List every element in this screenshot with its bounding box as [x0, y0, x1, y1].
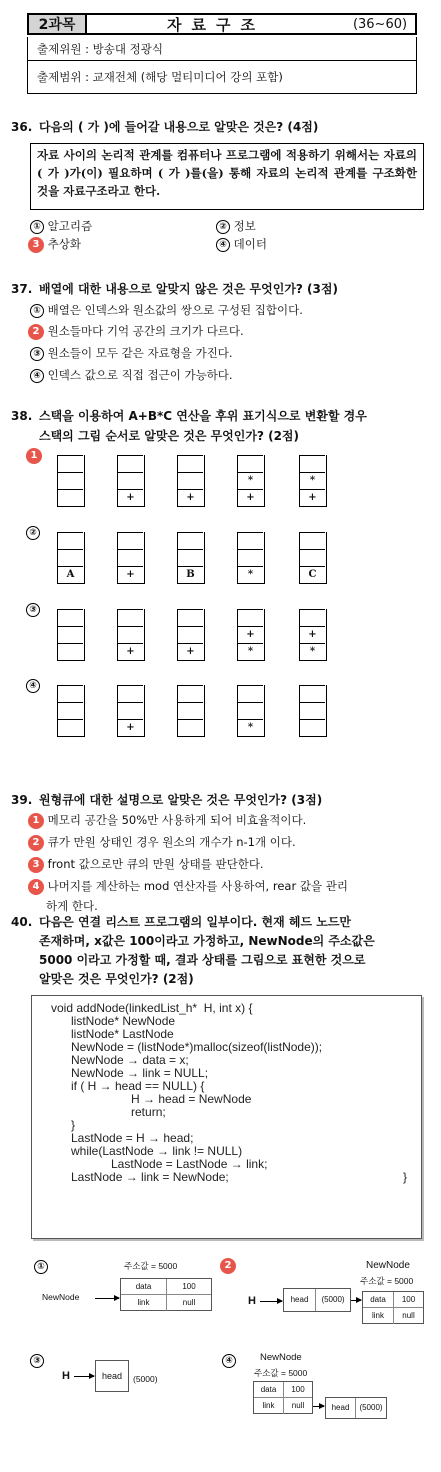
addr-label: 주소값 = 5000	[124, 1261, 178, 1271]
q38-option-2[interactable]: ②	[26, 524, 40, 540]
stack-cell: *	[238, 472, 263, 489]
stack-cell	[58, 532, 83, 549]
code-line: }	[51, 1118, 76, 1132]
stack-cell	[118, 626, 143, 643]
q39-option-1[interactable]: 1 메모리 공간을 50%만 사용하게 되어 비효율적이다.	[28, 812, 306, 829]
arrow-icon	[74, 1376, 94, 1377]
stack-cell: +	[238, 626, 263, 643]
stack-cell	[58, 719, 83, 736]
stack-cell	[58, 549, 83, 566]
q40-stem-line4: 알맞은 것은 무엇인가? (2점)	[39, 972, 194, 986]
newnode-label: NewNode	[366, 1260, 410, 1271]
q40-stem-line2: 존재하며, x값은 100이라고 가정하고, NewNode의 주소값은	[39, 934, 375, 948]
stack-cell	[58, 489, 83, 506]
stack-diagram	[299, 609, 327, 661]
stack-cell	[58, 643, 83, 660]
stack-cell: +	[238, 489, 263, 506]
q39-option-2[interactable]: 2 큐가 만원 상태인 경우 원소의 개수가 n-1개 이다.	[28, 834, 296, 851]
stack-cell	[58, 472, 83, 489]
scope-line: 출제범위 : 교재전체 (해당 멀티미디어 강의 포함)	[27, 61, 417, 94]
stack-diagram	[177, 609, 205, 661]
stack-cell	[58, 685, 83, 702]
q36-option-3[interactable]: 3 추상화	[28, 236, 81, 253]
q39-option-4-cont: 하게 한다.	[46, 899, 98, 913]
stack-cell	[178, 702, 203, 719]
stack-cell: +	[118, 489, 143, 506]
stack-diagram	[177, 532, 205, 584]
stack-diagram	[117, 532, 145, 584]
addr-label: 주소값 = 5000	[254, 1368, 308, 1378]
code-line: return;	[51, 1105, 166, 1119]
selected-marker: 2	[28, 324, 44, 340]
q40-option-2-marker[interactable]: 2	[220, 1257, 236, 1274]
stack-cell	[118, 549, 143, 566]
q37-option-2[interactable]: 2 원소들마다 기억 공간의 크기가 다르다.	[28, 323, 244, 340]
stack-cell	[118, 532, 143, 549]
stack-diagram	[57, 532, 85, 584]
stack-cell	[178, 455, 203, 472]
code-line: if ( H → head == NULL) {	[51, 1079, 205, 1093]
stack-cell	[238, 532, 263, 549]
arrow-icon	[351, 1300, 361, 1301]
head-node: head	[95, 1360, 129, 1392]
stack-cell	[58, 702, 83, 719]
stack-cell	[238, 702, 263, 719]
stack-diagram	[117, 685, 145, 737]
stack-cell: +	[118, 566, 143, 583]
q37-option-4[interactable]: ④ 인덱스 값으로 직접 접근이 가능하다.	[30, 367, 233, 383]
stack-cell	[178, 719, 203, 736]
stack-cell	[58, 455, 83, 472]
stack-cell: +	[300, 489, 325, 506]
arrow-icon	[313, 1406, 324, 1407]
q39-option-4[interactable]: 4 나머지를 계산하는 mod 연산자를 사용하여, rear 값을 관리	[28, 878, 348, 895]
node-box: data 100 link null	[362, 1291, 424, 1324]
stack-cell	[58, 626, 83, 643]
stack-cell	[300, 685, 325, 702]
stack-cell	[300, 549, 325, 566]
stack-cell: *	[238, 719, 263, 736]
stack-cell: A	[58, 566, 83, 583]
stack-diagram	[117, 455, 145, 507]
code-line: NewNode → data = x;	[51, 1053, 189, 1067]
q36-option-2[interactable]: ② 정보	[216, 218, 256, 234]
code-line: listNode* NewNode	[51, 1014, 176, 1028]
stack-diagram	[299, 455, 327, 507]
stack-cell	[238, 549, 263, 566]
stack-cell: +	[178, 643, 203, 660]
newnode-label: NewNode	[42, 1292, 80, 1302]
stack-cell: +	[118, 719, 143, 736]
address-value: (5000)	[133, 1374, 158, 1384]
stack-cell: *	[238, 566, 263, 583]
stack-cell	[238, 685, 263, 702]
code-line: void addNode(linkedList_h* H, int x) {	[51, 1001, 253, 1015]
stack-diagram	[299, 685, 327, 737]
stack-cell	[178, 549, 203, 566]
q40-stem-line1: 40. 다음은 연결 리스트 프로그램의 일부이다. 현재 헤드 노드만	[11, 915, 352, 929]
stack-cell	[300, 702, 325, 719]
q36-option-1[interactable]: ① 알고리즘	[30, 218, 92, 234]
stack-cell	[300, 532, 325, 549]
node-box: data 100 link null	[120, 1278, 212, 1311]
code-line: while(LastNode → link != NULL)	[51, 1144, 243, 1158]
stack-cell	[238, 609, 263, 626]
exam-header	[27, 13, 417, 35]
q38-option-1[interactable]: 1	[26, 447, 42, 464]
q37-stem: 37. 배열에 대한 내용으로 알맞지 않은 것은 무엇인가? (3점)	[11, 282, 338, 296]
stack-cell	[58, 609, 83, 626]
arrow-icon	[95, 1298, 119, 1299]
q36-stem: 36. 다음의 ( 가 )에 들어갈 내용으로 알맞은 것은? (4점)	[11, 120, 319, 134]
selected-marker: 3	[28, 237, 44, 253]
q40-stem-line3: 5000 이라고 가정할 때, 결과 상태를 그림으로 표현한 것으로	[39, 953, 366, 967]
q38-stem-line2: 스택의 그림 순서로 알맞은 것은 무엇인가? (2점)	[39, 429, 300, 443]
code-line: }	[402, 1170, 407, 1184]
stack-diagram	[177, 455, 205, 507]
q40-option-4-marker[interactable]: ④	[222, 1352, 236, 1368]
stack-cell	[118, 609, 143, 626]
stack-cell	[118, 685, 143, 702]
code-line: LastNode = LastNode → link;	[51, 1157, 268, 1171]
q39-stem: 39. 원형큐에 대한 설명으로 알맞은 것은 무엇인가? (3점)	[11, 793, 323, 807]
q39-option-3[interactable]: 3 front 값으로만 큐의 만원 상태를 판단한다.	[28, 856, 264, 873]
stack-cell	[300, 719, 325, 736]
head-node: head (5000)	[283, 1288, 351, 1312]
stack-cell	[118, 702, 143, 719]
q40-option-3-marker[interactable]: ③	[30, 1352, 44, 1368]
stack-cell: *	[300, 643, 325, 660]
q40-code-block	[31, 995, 422, 1239]
stack-cell	[300, 455, 325, 472]
stack-cell: +	[118, 643, 143, 660]
q36-option-4[interactable]: ④ 데이터	[216, 236, 267, 252]
stack-cell	[178, 532, 203, 549]
stack-cell	[178, 472, 203, 489]
stack-diagram	[237, 455, 265, 507]
code-line: LastNode = H → head;	[51, 1131, 194, 1145]
stack-cell: B	[178, 566, 203, 583]
q38-option-4[interactable]: ④	[26, 677, 40, 693]
code-line: NewNode → link = NULL;	[51, 1066, 209, 1080]
code-line: LastNode → link = NewNode;	[51, 1170, 229, 1184]
stack-cell: *	[238, 643, 263, 660]
author-line: 출제위원 : 방송대 정광식	[27, 37, 417, 61]
stack-diagram	[57, 685, 85, 737]
stack-cell: C	[300, 566, 325, 583]
subject-label: 2과목	[29, 15, 87, 33]
node-box: data 100 link null	[253, 1381, 313, 1414]
newnode-label: NewNode	[260, 1352, 302, 1363]
stack-diagram	[57, 609, 85, 661]
stack-cell	[178, 626, 203, 643]
h-label: H	[248, 1295, 256, 1307]
q38-stem-line1: 38. 스택을 이용하여 A+B*C 연산을 후위 표기식으로 변환할 경우	[11, 409, 367, 423]
stack-diagram	[57, 455, 85, 507]
question-range: (36~60)	[352, 16, 408, 32]
stack-diagram	[237, 532, 265, 584]
stack-cell	[300, 609, 325, 626]
stack-cell	[178, 685, 203, 702]
code-line: listNode* LastNode	[51, 1027, 174, 1041]
arrow-icon	[260, 1301, 282, 1302]
code-line: NewNode = (listNode*)malloc(sizeof(listNode));	[51, 1040, 323, 1054]
h-label: H	[62, 1370, 70, 1382]
stack-diagram	[237, 609, 265, 661]
stack-cell	[118, 455, 143, 472]
subject-title: 자료구조	[167, 15, 265, 34]
code-line: H → head = NewNode	[51, 1092, 252, 1106]
stack-diagram	[299, 532, 327, 584]
stack-cell	[178, 609, 203, 626]
q40-option-1-marker[interactable]: ①	[34, 1258, 48, 1274]
stack-diagram	[177, 685, 205, 737]
stack-cell: +	[178, 489, 203, 506]
q36-passage: 자료 사이의 논리적 관계를 컴퓨터나 프로그램에 적용하기 위해서는 자료의 ( 가 )가(이) 필요하며 ( 가 )를(을) 통해 자료의 논리적 관계를 구조화한 것을 자료구조라고 한다.	[30, 143, 424, 210]
stack-cell: *	[300, 472, 325, 489]
stack-cell: +	[300, 626, 325, 643]
stack-diagram	[117, 609, 145, 661]
q37-option-1[interactable]: ① 배열은 인덱스와 원소값의 쌍으로 구성된 집합이다.	[30, 302, 303, 318]
addr-label: 주소값 = 5000	[360, 1276, 414, 1286]
stack-cell	[118, 472, 143, 489]
q38-option-3[interactable]: ③	[26, 601, 40, 617]
stack-cell	[238, 455, 263, 472]
q37-option-3[interactable]: ③ 원소들이 모두 같은 자료형을 가진다.	[30, 345, 233, 361]
head-node: head (5000)	[325, 1397, 387, 1419]
stack-diagram	[237, 685, 265, 737]
